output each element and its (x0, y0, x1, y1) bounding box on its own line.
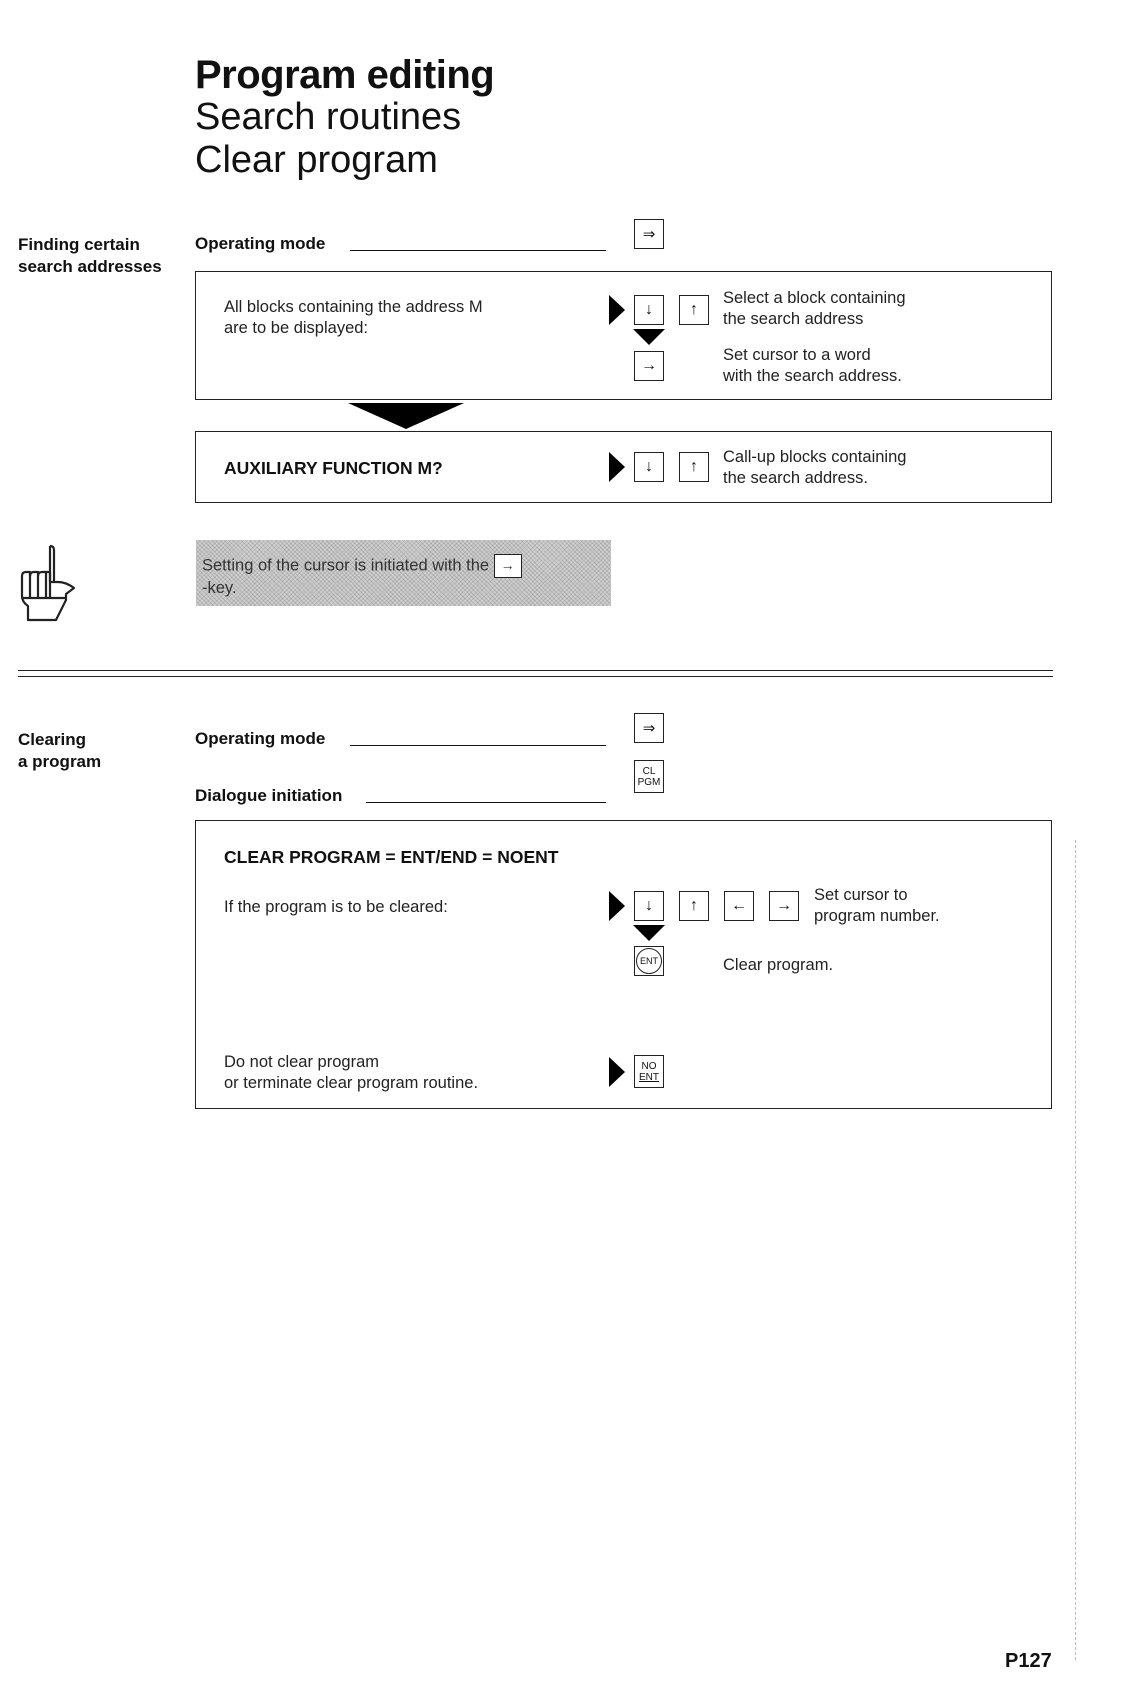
clear-program-prompt: CLEAR PROGRAM = ENT/END = NOENT (224, 847, 559, 867)
down-pointer-icon (633, 329, 665, 345)
arrow-right-icon: → (500, 557, 515, 573)
arrow-up-icon: ↑ (690, 301, 698, 318)
noent-condition-text (224, 1052, 478, 1094)
side-label-finding (18, 234, 162, 278)
mode-rule (350, 250, 606, 251)
arrow-up-key[interactable] (679, 295, 709, 325)
pointer-arrow-icon (609, 891, 625, 921)
text-line: the search address (723, 310, 864, 328)
page-subtitle-clear: Clear program (195, 139, 438, 181)
text-line: Set cursor to (814, 886, 908, 904)
cursor-note (196, 540, 611, 606)
arrow-right-key-inline (494, 554, 522, 578)
arrow-into-icon: ⇒ (642, 225, 656, 243)
arrow-up-key[interactable] (679, 891, 709, 921)
dialogue-initiation-label: Dialogue initiation (195, 786, 343, 805)
side-label-line: search addresses (18, 257, 162, 276)
text-line: with the search address. (723, 367, 902, 385)
page-number: P127 (1005, 1650, 1052, 1672)
program-edit-mode-key[interactable] (634, 219, 664, 249)
section-divider (18, 670, 1053, 671)
pointer-arrow-icon (609, 452, 625, 482)
text-line: Set cursor to a word (723, 346, 871, 364)
arrow-down-key[interactable] (634, 452, 664, 482)
operating-mode-label: Operating mode (195, 234, 326, 253)
key-label: CL (642, 765, 656, 777)
page-title: Program editing (195, 53, 495, 97)
note-text: -key. (202, 579, 237, 597)
side-label-line: Finding certain (18, 235, 140, 254)
side-label-line: Clearing (18, 730, 87, 749)
cl-pgm-key[interactable] (634, 760, 664, 793)
page-subtitle-search: Search routines (195, 96, 462, 138)
arrow-left-icon: ← (731, 897, 747, 914)
pointer-arrow-icon (609, 295, 625, 325)
box1-right-text-2 (723, 345, 902, 387)
arrow-right-icon: → (776, 897, 792, 914)
text-line: are to be displayed: (224, 319, 369, 337)
arrow-up-key[interactable] (679, 452, 709, 482)
box1-right-text-1 (723, 288, 906, 330)
down-pointer-icon (633, 925, 665, 941)
ent-key[interactable] (634, 946, 664, 976)
mode-rule (350, 745, 606, 746)
text-line: program number. (814, 907, 940, 925)
arrow-down-icon: ↓ (645, 458, 653, 475)
pointer-arrow-icon (609, 1057, 625, 1087)
program-edit-mode-key[interactable] (634, 713, 664, 743)
text-line: the search address. (723, 469, 868, 487)
arrow-up-icon: ↑ (690, 897, 698, 914)
arrow-down-icon: ↓ (645, 897, 653, 914)
arrow-left-key[interactable] (724, 891, 754, 921)
arrow-into-icon: ⇒ (642, 719, 656, 737)
side-label-clearing (18, 729, 101, 773)
ent-circle-icon (636, 948, 662, 974)
arrow-down-key[interactable] (634, 891, 664, 921)
side-label-line: a program (18, 752, 102, 771)
operating-mode-label: Operating mode (195, 729, 326, 748)
clear-program-text: Clear program. (723, 956, 834, 974)
dialogue-rule (366, 802, 606, 803)
box2-right-text (723, 447, 906, 489)
box1-left-text (224, 297, 483, 339)
arrow-right-key[interactable] (769, 891, 799, 921)
text-line: Do not clear program (224, 1053, 379, 1071)
text-line: or terminate clear program routine. (224, 1074, 479, 1092)
arrow-right-icon: → (641, 357, 657, 374)
clear-condition-text: If the program is to be cleared: (224, 898, 448, 916)
text-line: Select a block containing (723, 289, 906, 307)
arrow-right-key[interactable] (634, 351, 664, 381)
arrow-down-icon: ↓ (645, 301, 653, 318)
flow-down-arrow-icon (348, 403, 464, 429)
arrow-down-key[interactable] (634, 295, 664, 325)
note-line-1 (202, 554, 605, 578)
noent-key[interactable] (634, 1055, 664, 1088)
pointing-hand-icon (14, 542, 84, 627)
note-text: Setting of the cursor is initiated with the (202, 556, 490, 575)
text-line: All blocks containing the address M (224, 298, 483, 316)
text-line: Call-up blocks containing (723, 448, 907, 466)
arrow-up-icon: ↑ (690, 458, 698, 475)
key-label: PGM (637, 776, 661, 788)
margin-line (1075, 840, 1076, 1660)
set-cursor-text (814, 885, 940, 927)
key-label: ENT (639, 1071, 659, 1083)
auxiliary-function-prompt: AUXILIARY FUNCTION M? (224, 458, 443, 478)
key-label: ENT (640, 955, 658, 966)
section-divider (18, 676, 1053, 677)
key-label: NO (641, 1060, 657, 1072)
